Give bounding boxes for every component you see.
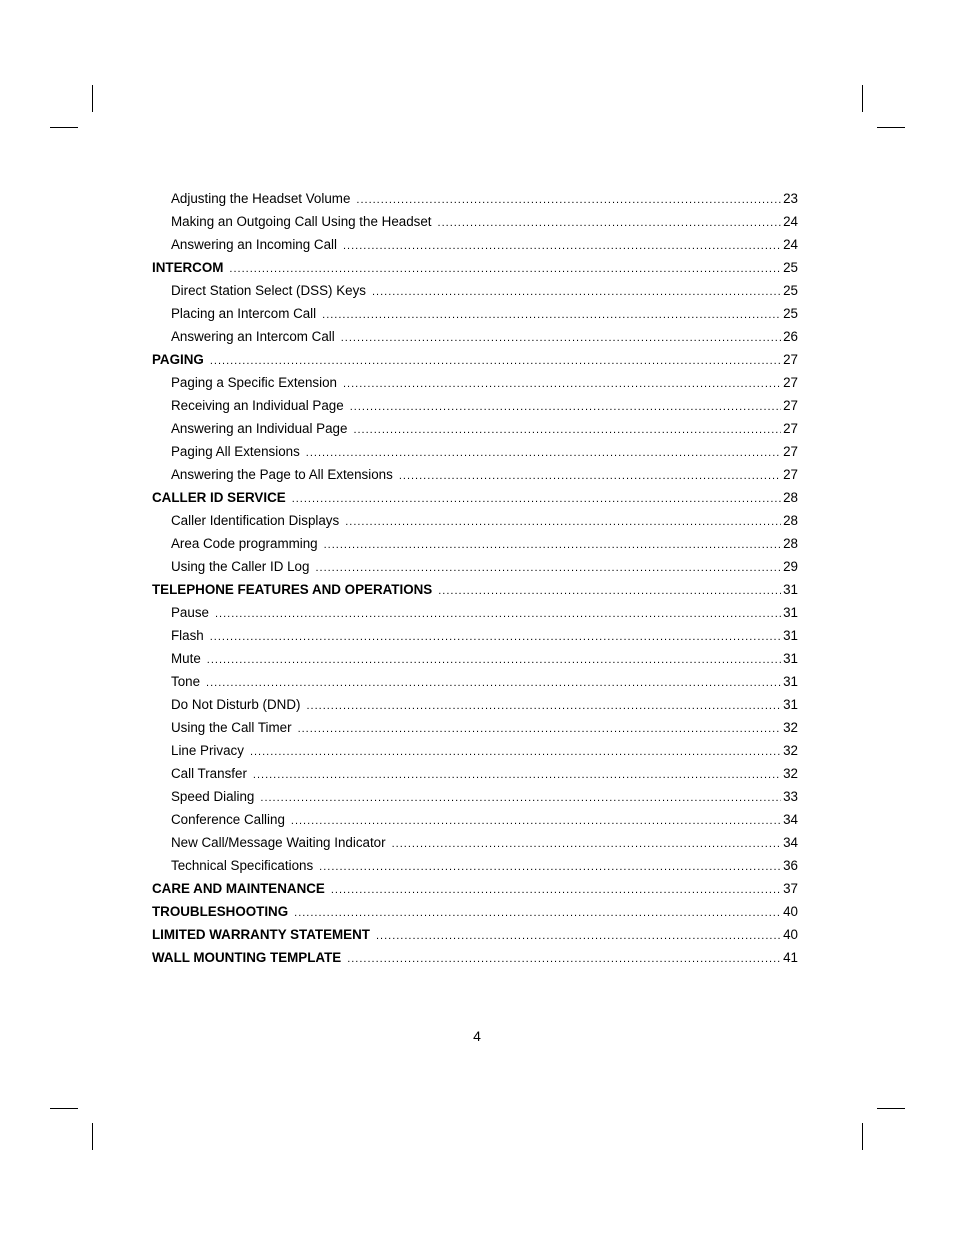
toc-dot-leader <box>438 212 782 233</box>
toc-subentry[interactable] <box>152 371 798 394</box>
toc-entry-page-number: 26 <box>783 329 798 344</box>
toc-entry-page-number: 25 <box>783 306 798 321</box>
toc-entry-page-number: 29 <box>783 559 798 574</box>
toc-dot-leader <box>229 258 781 279</box>
toc-entry-page-number: 32 <box>783 766 798 781</box>
table-of-contents <box>152 187 798 969</box>
toc-dot-leader <box>350 396 781 417</box>
toc-entry-page-number: 23 <box>783 191 798 206</box>
toc-entry-page-number: 40 <box>783 927 798 942</box>
toc-section-entry[interactable] <box>152 578 798 601</box>
toc-dot-leader <box>298 718 782 739</box>
toc-entry-title: Answering an Incoming Call <box>171 237 337 252</box>
toc-entry-page-number: 31 <box>783 628 798 643</box>
toc-section-entry[interactable] <box>152 946 798 969</box>
toc-entry-page-number: 37 <box>783 881 798 896</box>
toc-subentry[interactable] <box>152 532 798 555</box>
toc-subentry[interactable] <box>152 463 798 486</box>
toc-entry-page-number: 27 <box>783 398 798 413</box>
toc-entry-title: TROUBLESHOOTING <box>152 904 289 919</box>
toc-subentry[interactable] <box>152 394 798 417</box>
toc-subentry[interactable] <box>152 647 798 670</box>
toc-subentry[interactable] <box>152 210 798 233</box>
toc-dot-leader <box>343 373 781 394</box>
toc-subentry[interactable] <box>152 831 798 854</box>
toc-entry-title: Answering the Page to All Extensions <box>171 467 393 482</box>
toc-entry-page-number: 24 <box>783 214 798 229</box>
toc-dot-leader <box>210 626 781 647</box>
toc-entry-title: TELEPHONE FEATURES AND OPERATIONS <box>152 582 433 597</box>
toc-dot-leader <box>215 603 781 624</box>
toc-entry-page-number: 24 <box>783 237 798 252</box>
toc-dot-leader <box>294 902 781 923</box>
toc-entry-title: PAGING <box>152 352 204 367</box>
toc-entry-title: Paging All Extensions <box>171 444 300 459</box>
toc-entry-page-number: 41 <box>783 950 798 965</box>
toc-dot-leader <box>207 649 781 670</box>
toc-entry-page-number: 28 <box>783 490 798 505</box>
toc-dot-leader <box>291 810 781 831</box>
toc-entry-title: WALL MOUNTING TEMPLATE <box>152 950 342 965</box>
toc-dot-leader <box>322 304 781 325</box>
toc-subentry[interactable] <box>152 187 798 210</box>
toc-entry-page-number: 32 <box>783 743 798 758</box>
toc-dot-leader <box>292 488 781 509</box>
toc-dot-leader <box>250 741 781 762</box>
toc-subentry[interactable] <box>152 555 798 578</box>
toc-entry-title: Answering an Intercom Call <box>171 329 335 344</box>
toc-dot-leader <box>353 419 781 440</box>
toc-entry-page-number: 27 <box>783 444 798 459</box>
toc-subentry[interactable] <box>152 693 798 716</box>
toc-subentry[interactable] <box>152 624 798 647</box>
toc-section-entry[interactable] <box>152 923 798 946</box>
toc-entry-page-number: 31 <box>783 697 798 712</box>
toc-dot-leader <box>345 511 781 532</box>
toc-entry-page-number: 27 <box>783 352 798 367</box>
toc-entry-page-number: 33 <box>783 789 798 804</box>
toc-entry-title: Call Transfer <box>171 766 247 781</box>
toc-subentry[interactable] <box>152 670 798 693</box>
toc-entry-page-number: 31 <box>783 651 798 666</box>
toc-section-entry[interactable] <box>152 348 798 371</box>
toc-dot-leader <box>253 764 781 785</box>
toc-subentry[interactable] <box>152 854 798 877</box>
toc-dot-leader <box>341 327 781 348</box>
toc-dot-leader <box>319 856 781 877</box>
toc-entry-title: Conference Calling <box>171 812 285 827</box>
toc-subentry[interactable] <box>152 808 798 831</box>
toc-entry-page-number: 27 <box>783 421 798 436</box>
toc-dot-leader <box>331 879 781 900</box>
toc-entry-title: Using the Call Timer <box>171 720 292 735</box>
toc-entry-title: Do Not Disturb (DND) <box>171 697 301 712</box>
toc-entry-title: Pause <box>171 605 209 620</box>
toc-dot-leader <box>356 189 781 210</box>
toc-dot-leader <box>260 787 781 808</box>
toc-dot-leader <box>315 557 781 578</box>
toc-dot-leader <box>376 925 781 946</box>
toc-subentry[interactable] <box>152 233 798 256</box>
toc-entry-title: Tone <box>171 674 201 689</box>
toc-entry-title: CALLER ID SERVICE <box>152 490 286 505</box>
toc-entry-page-number: 27 <box>783 375 798 390</box>
toc-entry-title: INTERCOM <box>152 260 224 275</box>
toc-entry-page-number: 27 <box>783 467 798 482</box>
toc-entry-page-number: 31 <box>783 605 798 620</box>
toc-section-entry[interactable] <box>152 256 798 279</box>
toc-entry-page-number: 34 <box>783 835 798 850</box>
toc-dot-leader <box>347 948 781 969</box>
toc-subentry[interactable] <box>152 739 798 762</box>
toc-entry-title: New Call/Message Waiting Indicator <box>171 835 386 850</box>
toc-entry-page-number: 28 <box>783 536 798 551</box>
toc-subentry[interactable] <box>152 785 798 808</box>
toc-subentry[interactable] <box>152 716 798 739</box>
toc-subentry[interactable] <box>152 509 798 532</box>
toc-subentry[interactable] <box>152 762 798 785</box>
toc-dot-leader <box>324 534 781 555</box>
toc-subentry[interactable] <box>152 601 798 624</box>
toc-entry-page-number: 25 <box>783 283 798 298</box>
toc-entry-title: Receiving an Individual Page <box>171 398 344 413</box>
toc-subentry[interactable] <box>152 325 798 348</box>
toc-dot-leader <box>438 580 781 601</box>
crop-mark-top-right-horizontal <box>877 127 905 128</box>
toc-entry-title: Flash <box>171 628 204 643</box>
toc-entry-title: Direct Station Select (DSS) Keys <box>171 283 366 298</box>
crop-mark-bottom-left-vertical <box>92 1123 93 1150</box>
toc-dot-leader <box>210 350 781 371</box>
toc-dot-leader <box>343 235 781 256</box>
toc-subentry[interactable] <box>152 440 798 463</box>
toc-entry-page-number: 25 <box>783 260 798 275</box>
toc-entry-title: Making an Outgoing Call Using the Headset <box>171 214 432 229</box>
toc-entry-title: Mute <box>171 651 201 666</box>
toc-entry-page-number: 36 <box>783 858 798 873</box>
toc-dot-leader <box>372 281 781 302</box>
toc-subentry[interactable] <box>152 279 798 302</box>
toc-entry-title: Adjusting the Headset Volume <box>171 191 351 206</box>
toc-entry-page-number: 34 <box>783 812 798 827</box>
toc-entry-title: Paging a Specific Extension <box>171 375 337 390</box>
toc-dot-leader <box>206 672 781 693</box>
crop-mark-bottom-left-horizontal <box>50 1108 78 1109</box>
crop-mark-top-right-vertical <box>862 85 863 112</box>
crop-mark-top-left-vertical <box>92 85 93 112</box>
toc-entry-page-number: 31 <box>783 674 798 689</box>
toc-entry-title: Placing an Intercom Call <box>171 306 317 321</box>
toc-section-entry[interactable] <box>152 486 798 509</box>
toc-entry-title: Speed Dialing <box>171 789 255 804</box>
toc-entry-title: CARE AND MAINTENANCE <box>152 881 325 896</box>
toc-entry-title: Line Privacy <box>171 743 244 758</box>
toc-dot-leader <box>306 695 781 716</box>
toc-subentry[interactable] <box>152 302 798 325</box>
crop-mark-top-left-horizontal <box>50 127 78 128</box>
toc-entry-title: Answering an Individual Page <box>171 421 348 436</box>
toc-section-entry[interactable] <box>152 900 798 923</box>
page-number: 4 <box>473 1028 481 1044</box>
toc-entry-page-number: 31 <box>783 582 798 597</box>
toc-dot-leader <box>392 833 782 854</box>
toc-entry-title: Using the Caller ID Log <box>171 559 310 574</box>
toc-dot-leader <box>306 442 781 463</box>
toc-section-entry[interactable] <box>152 877 798 900</box>
toc-entry-page-number: 28 <box>783 513 798 528</box>
toc-entry-page-number: 40 <box>783 904 798 919</box>
toc-entry-title: Area Code programming <box>171 536 318 551</box>
toc-subentry[interactable] <box>152 417 798 440</box>
crop-mark-bottom-right-horizontal <box>877 1108 905 1109</box>
toc-entry-title: LIMITED WARRANTY STATEMENT <box>152 927 370 942</box>
toc-entry-title: Caller Identification Displays <box>171 513 340 528</box>
toc-entry-title: Technical Specifications <box>171 858 314 873</box>
toc-entry-page-number: 32 <box>783 720 798 735</box>
toc-dot-leader <box>399 465 781 486</box>
crop-mark-bottom-right-vertical <box>862 1123 863 1150</box>
